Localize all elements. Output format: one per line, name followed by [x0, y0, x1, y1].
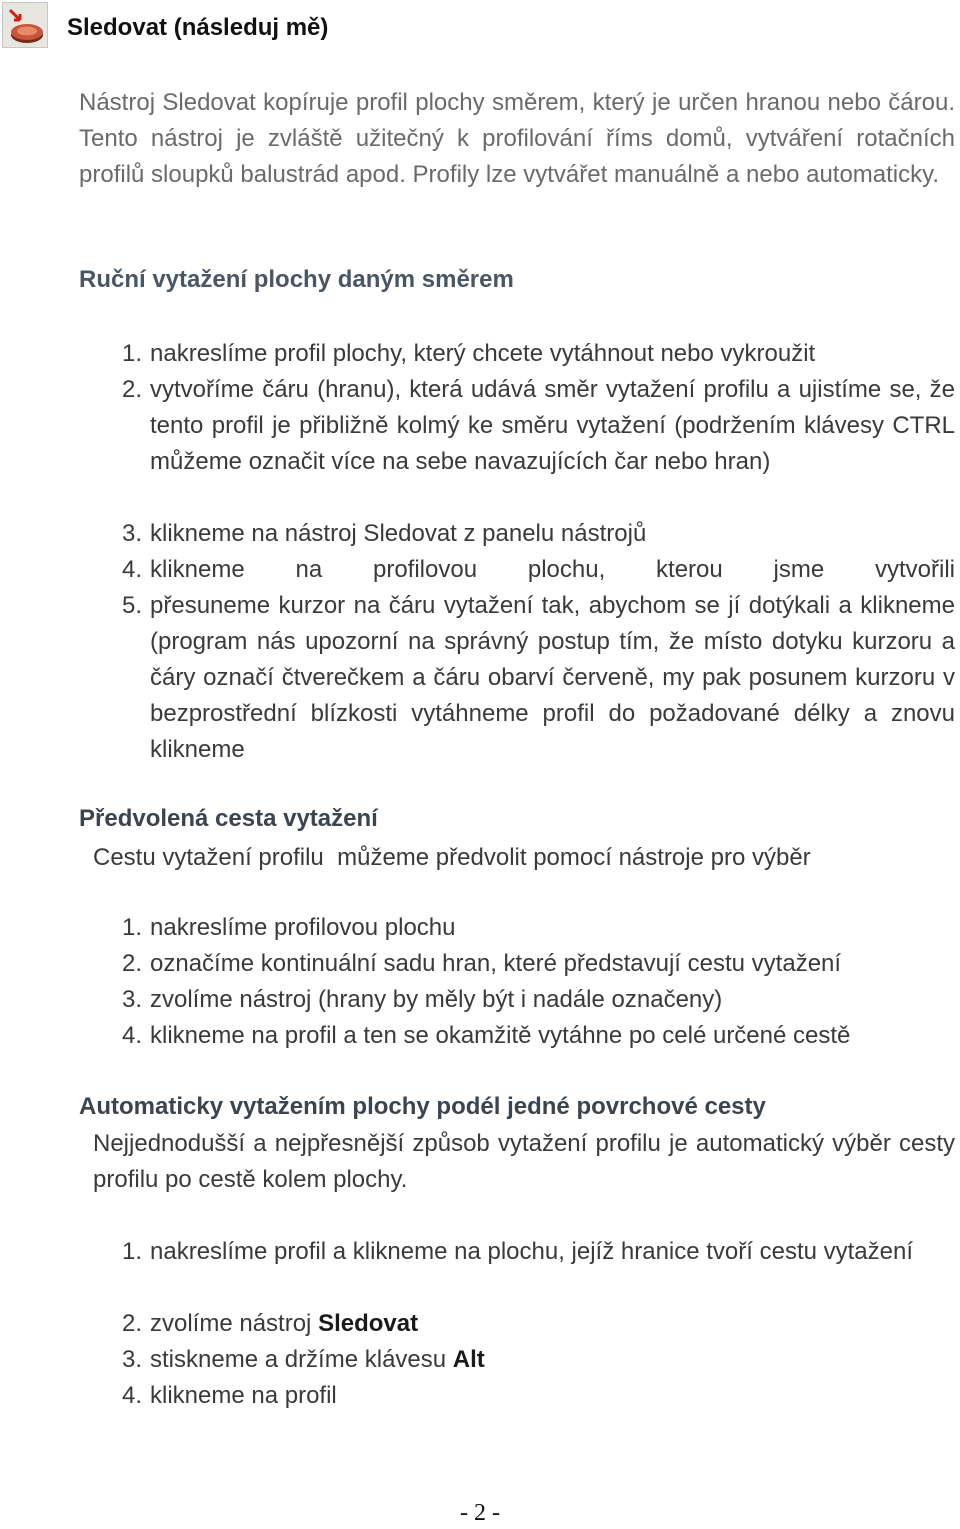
- list-item: 4. klikneme na profil a ten se okamžitě vytáhne po celé určené cestě: [122, 1022, 851, 1049]
- list-item: 5. přesuneme kurzor na čáru vytažení tak, abychom se jí dotýkali a klikneme (program nás upozorní na správný postup tím, že místo dotyku kurzoru a čáry označí čtverečkem a čáru obarví červeně, my pak posunem kurzoru v bezprostřední blízkosti vytáhneme profil do požadované délky a znovu klikneme: [122, 592, 955, 763]
- intro-paragraph: Nástroj Sledovat kopíruje profil plochy směrem, který je určen hranou nebo čárou. Tento nástroj je zvláště užitečný k profilování říms domů, vytváření rotačních profilů sloupků balustrád apod. Profily lze vytvářet manuálně a nebo automaticky.: [79, 89, 955, 188]
- page-title: Sledovat (následuj mě): [67, 14, 329, 41]
- list-item: 4. klikneme na profil: [122, 1382, 337, 1409]
- list-item: 4. klikneme na profilovou plochu, kterou jsme vytvořili: [122, 556, 955, 583]
- list-item: 3. klikneme na nástroj Sledovat z panelu nástrojů: [122, 520, 647, 547]
- page-number: - 2 -: [460, 1500, 500, 1526]
- section2-heading: Předvolená cesta vytažení: [79, 805, 378, 832]
- list-item: 2. označíme kontinuální sadu hran, které představují cestu vytažení: [122, 950, 842, 977]
- list-item: 1. nakreslíme profilovou plochu: [122, 914, 456, 941]
- list-item: 3. stiskneme a držíme klávesu Alt: [122, 1346, 485, 1373]
- list-item: 3. zvolíme nástroj (hrany by měly být i nadále označeny): [122, 986, 723, 1013]
- list-item: 1. nakreslíme profil a klikneme na plochu, jejíž hranice tvoří cestu vytažení: [122, 1238, 914, 1265]
- section2-intro: Cestu vytažení profilu můžeme předvolit pomocí nástroje pro výběr: [93, 844, 811, 871]
- bold-term: Alt: [452, 1346, 485, 1373]
- section3-intro: Nejjednodušší a nejpřesnější způsob vytažení profilu je automatický výběr cesty profilu po cestě kolem plochy.: [93, 1130, 955, 1193]
- list-item: 2. zvolíme nástroj Sledovat: [122, 1310, 419, 1337]
- bold-term: Sledovat: [318, 1310, 419, 1337]
- section3-heading: Automaticky vytažením plochy podél jedné povrchové cesty: [79, 1093, 766, 1120]
- follow-me-tool-icon: [2, 2, 48, 48]
- list-item: 1. nakreslíme profil plochy, který chcete vytáhnout nebo vykroužit: [122, 340, 816, 367]
- section1-heading: Ruční vytažení plochy daným směrem: [79, 266, 514, 293]
- list-item: 2. vytvoříme čáru (hranu), která udává směr vytažení profilu a ujistíme se, že tento profil je přibližně kolmý ke směru vytažení (podržením klávesy CTRL můžeme označit více na sebe navazujících čar nebo hran): [122, 376, 955, 475]
